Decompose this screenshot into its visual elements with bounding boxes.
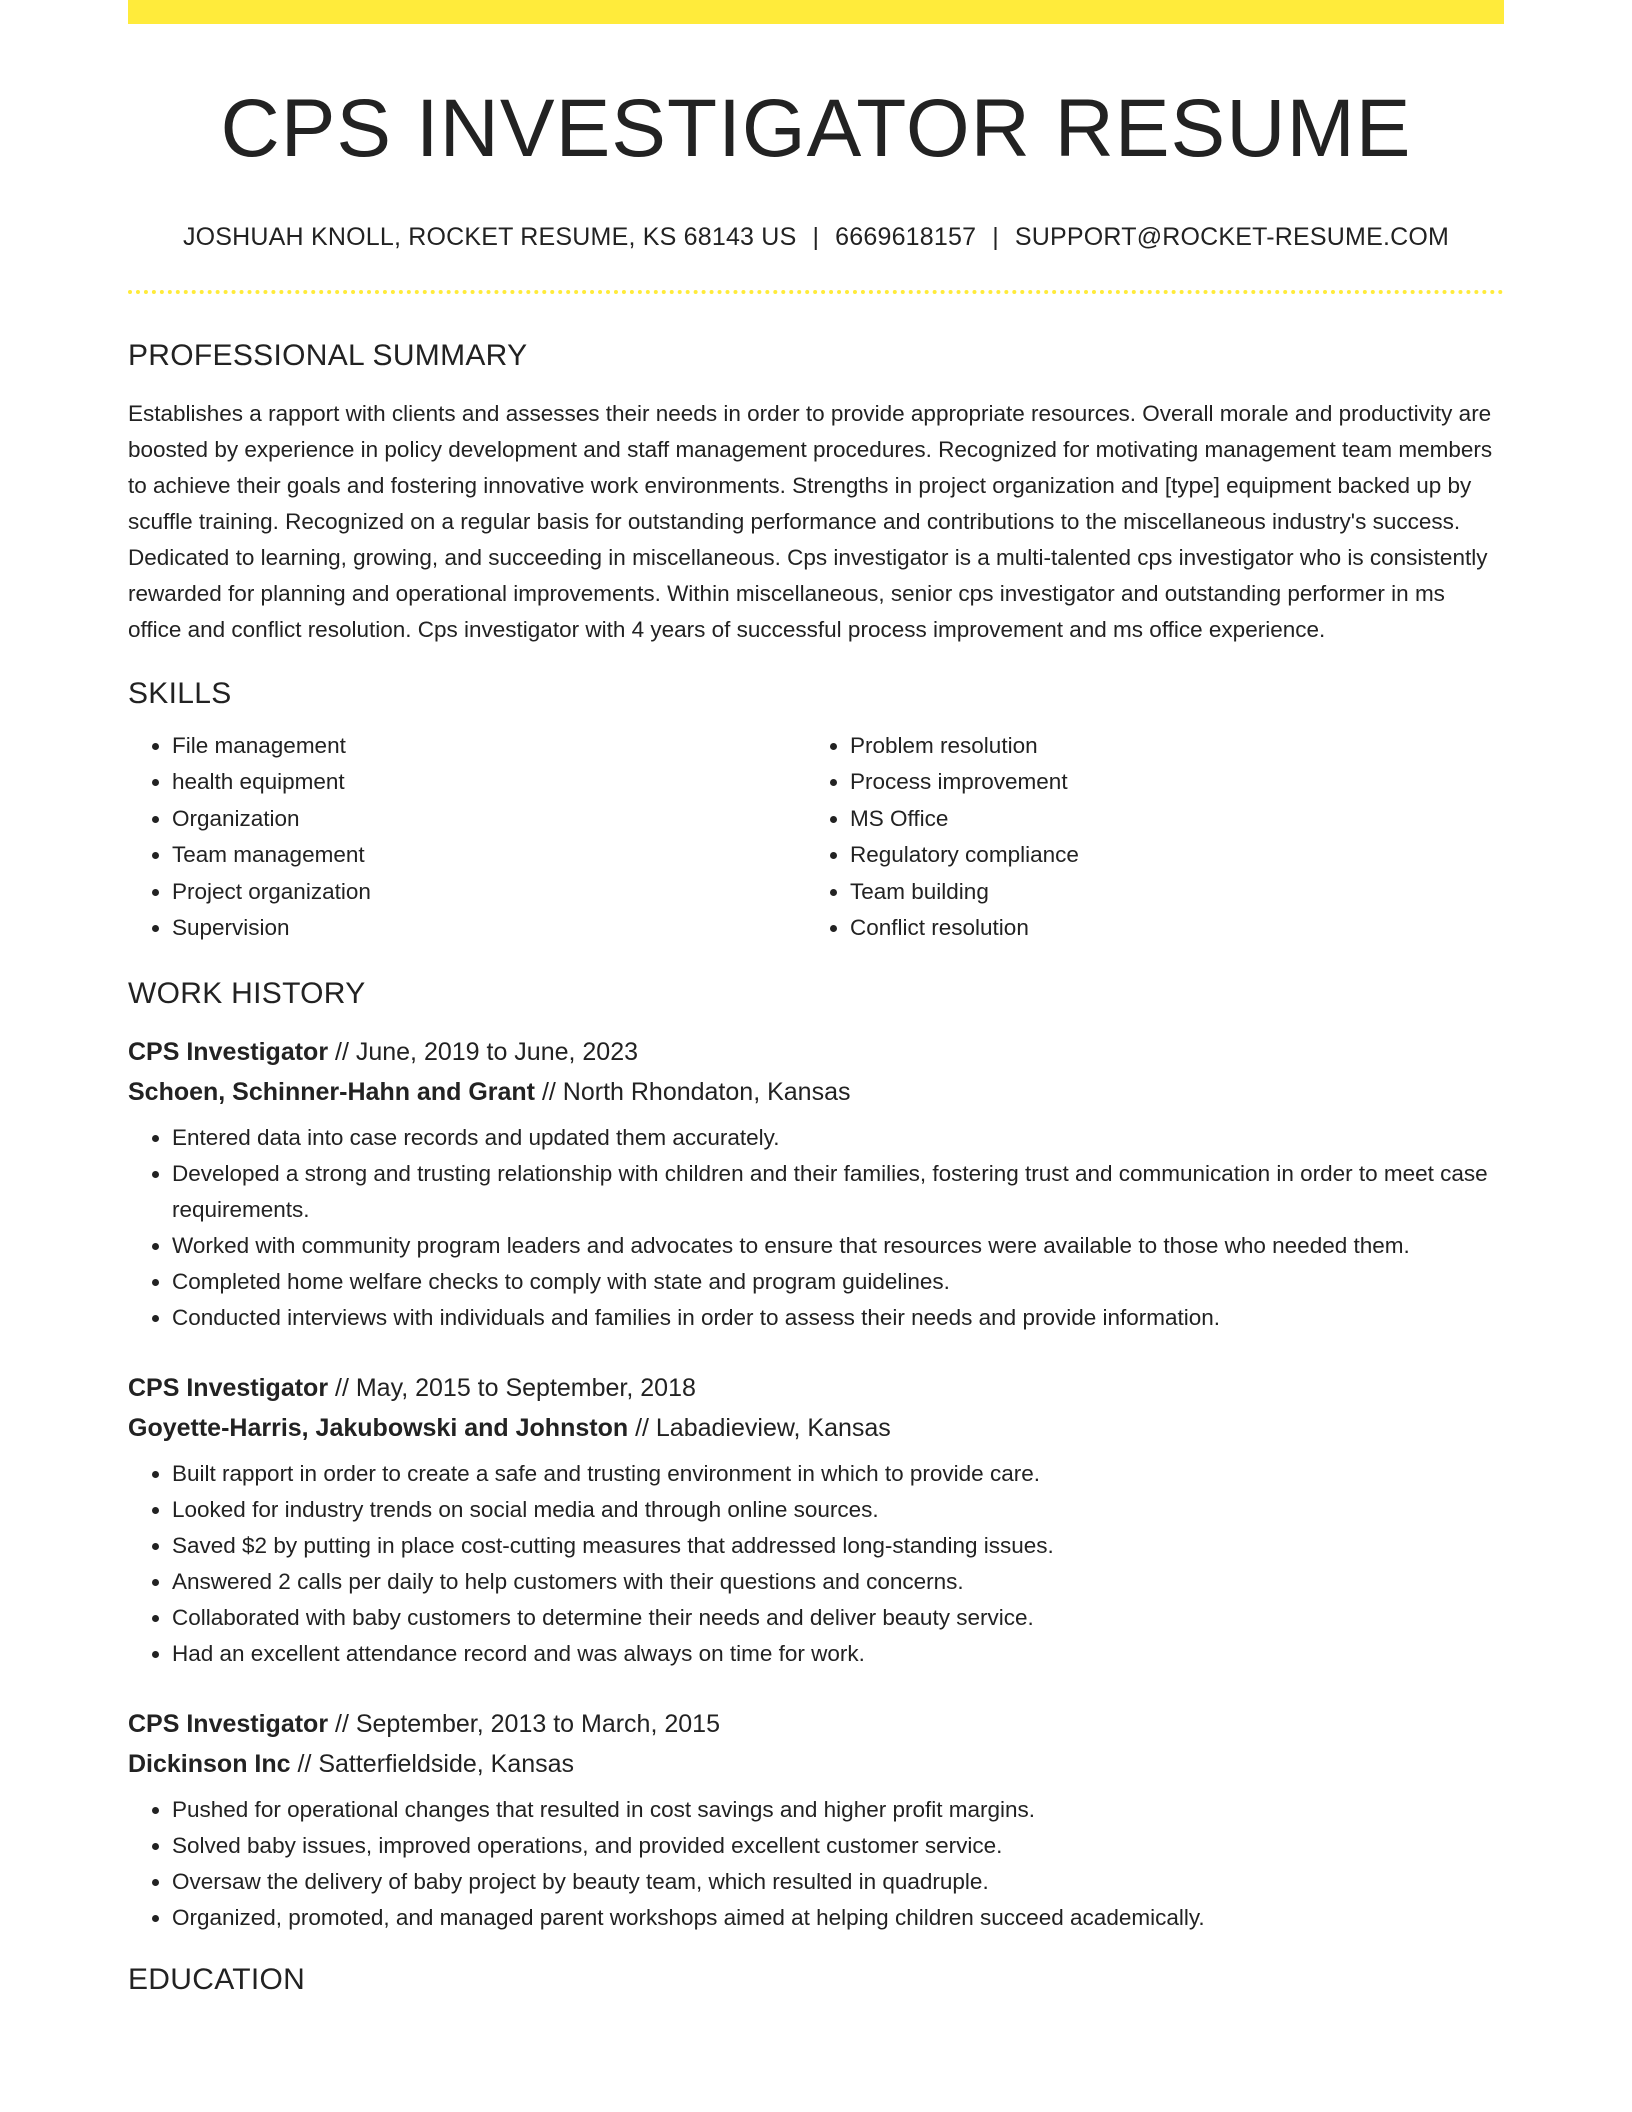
job-company-line <box>128 1072 1504 1112</box>
skills-column-left <box>128 728 806 946</box>
job-title-line <box>128 1368 1504 1408</box>
job-location: // North Rhondaton, Kansas <box>535 1078 851 1107</box>
contact-phone: 6669618157 <box>835 223 977 251</box>
skill-item: • Team building <box>850 874 1484 910</box>
contact-address: JOSHUAH KNOLL, ROCKET RESUME, KS 68143 US <box>182 223 797 251</box>
job-dates: // September, 2013 to March, 2015 <box>328 1710 720 1739</box>
job-location: // Satterfieldside, Kansas <box>290 1750 575 1779</box>
skill-item: • MS Office <box>850 801 1484 837</box>
skill-item: • File management <box>172 728 806 764</box>
job-entry <box>128 1368 1504 1672</box>
job-bullets <box>128 1456 1504 1672</box>
job-company-line <box>128 1408 1504 1448</box>
work-history-heading: WORK HISTORY <box>128 977 366 1011</box>
skill-item: • Problem resolution <box>850 728 1484 764</box>
contact-email: SUPPORT@ROCKET-RESUME.COM <box>1014 223 1450 251</box>
job-location: // Labadieview, Kansas <box>628 1414 891 1443</box>
skill-item: • health equipment <box>172 764 806 800</box>
resume-content <box>128 0 1504 1998</box>
job-company: Goyette-Harris, Jakubowski and Johnston <box>128 1414 629 1443</box>
job-title-line <box>128 1704 1504 1744</box>
job-bullet: • Looked for industry trends on social media and through online sources. <box>172 1492 1504 1528</box>
job-bullet: • Answered 2 calls per daily to help customers with their questions and concerns. <box>172 1564 1504 1600</box>
job-company: Dickinson Inc <box>128 1750 291 1779</box>
job-bullets <box>128 1792 1504 1936</box>
summary-text: Establishes a rapport with clients and assesses their needs in order to provide appropriate resources. Overall morale and productivity are boosted by experience in policy development and staff management procedures. Recognized for motivating management team members to achieve their goals and fostering innovative work environments. Strengths in project organization and [type] equipment backed up by scuffle training. Recognized on a regular basis for outstanding performance and contributions to the miscellaneous industry's success. Dedicated to learning, growing, and succeeding in miscellaneous. Cps investigator is a multi-talented cps investigator who is consistently rewarded for planning and operational improvements. Within miscellaneous, senior cps investigator and outstanding performer in ms office and conflict resolution. Cps investigator with 4 years of successful process improvement and ms office experience. <box>128 401 1493 642</box>
job-bullet: • Oversaw the delivery of baby project by beauty team, which resulted in quadruple. <box>172 1864 1504 1900</box>
skill-item: • Process improvement <box>850 764 1484 800</box>
job-company-line <box>128 1744 1504 1784</box>
job-title-line <box>128 1032 1504 1072</box>
skill-item: • Team management <box>172 837 806 873</box>
skills-heading: SKILLS <box>128 677 232 710</box>
job-bullet: • Saved $2 by putting in place cost-cutting measures that addressed long-standing issues. <box>172 1528 1504 1564</box>
job-bullet: • Built rapport in order to create a safe and trusting environment in which to provide care. <box>172 1456 1504 1492</box>
contact-separator: | <box>812 223 820 251</box>
job-bullet: • Pushed for operational changes that resulted in cost savings and higher profit margins. <box>172 1792 1504 1828</box>
skill-item: • Project organization <box>172 874 806 910</box>
job-bullet: • Completed home welfare checks to comply with state and program guidelines. <box>172 1264 1504 1300</box>
contact-separator: | <box>992 223 999 251</box>
job-title: CPS Investigator <box>128 1038 329 1067</box>
job-company: Schoen, Schinner-Hahn and Grant <box>128 1078 535 1107</box>
job-bullet: • Organized, promoted, and managed parent workshops aimed at helping children succeed academically. <box>172 1900 1504 1936</box>
summary-heading: PROFESSIONAL SUMMARY <box>128 339 528 372</box>
skill-item: • Supervision <box>172 910 806 946</box>
job-bullets <box>128 1120 1504 1336</box>
skill-item: • Organization <box>172 801 806 837</box>
resume-title: CPS INVESTIGATOR RESUME <box>220 83 1412 174</box>
dotted-divider <box>128 290 1504 294</box>
job-dates: // May, 2015 to September, 2018 <box>328 1374 696 1403</box>
job-bullet: • Had an excellent attendance record and was always on time for work. <box>172 1636 1504 1672</box>
job-entry <box>128 1704 1504 1936</box>
job-title: CPS Investigator <box>128 1374 329 1403</box>
job-bullet: • Developed a strong and trusting relationship with children and their families, fostering trust and communication in order to meet case requirements. <box>172 1156 1504 1228</box>
job-title: CPS Investigator <box>128 1710 329 1739</box>
job-bullet: • Entered data into case records and updated them accurately. <box>172 1120 1504 1156</box>
job-bullet: • Collaborated with baby customers to determine their needs and deliver beauty service. <box>172 1600 1504 1636</box>
job-bullet: • Worked with community program leaders and advocates to ensure that resources were available to those who needed them. <box>172 1228 1504 1264</box>
contact-line <box>128 222 1504 252</box>
skills-column-right <box>806 728 1484 946</box>
skills-list <box>128 728 1504 946</box>
skill-item: • Conflict resolution <box>850 910 1484 946</box>
education-heading: EDUCATION <box>128 1963 306 1997</box>
skill-item: • Regulatory compliance <box>850 837 1484 873</box>
job-bullet: • Solved baby issues, improved operations, and provided excellent customer service. <box>172 1828 1504 1864</box>
job-dates: // June, 2019 to June, 2023 <box>328 1038 639 1067</box>
job-bullet: • Conducted interviews with individuals and families in order to assess their needs and provide information. <box>172 1300 1504 1336</box>
job-entry <box>128 1032 1504 1336</box>
